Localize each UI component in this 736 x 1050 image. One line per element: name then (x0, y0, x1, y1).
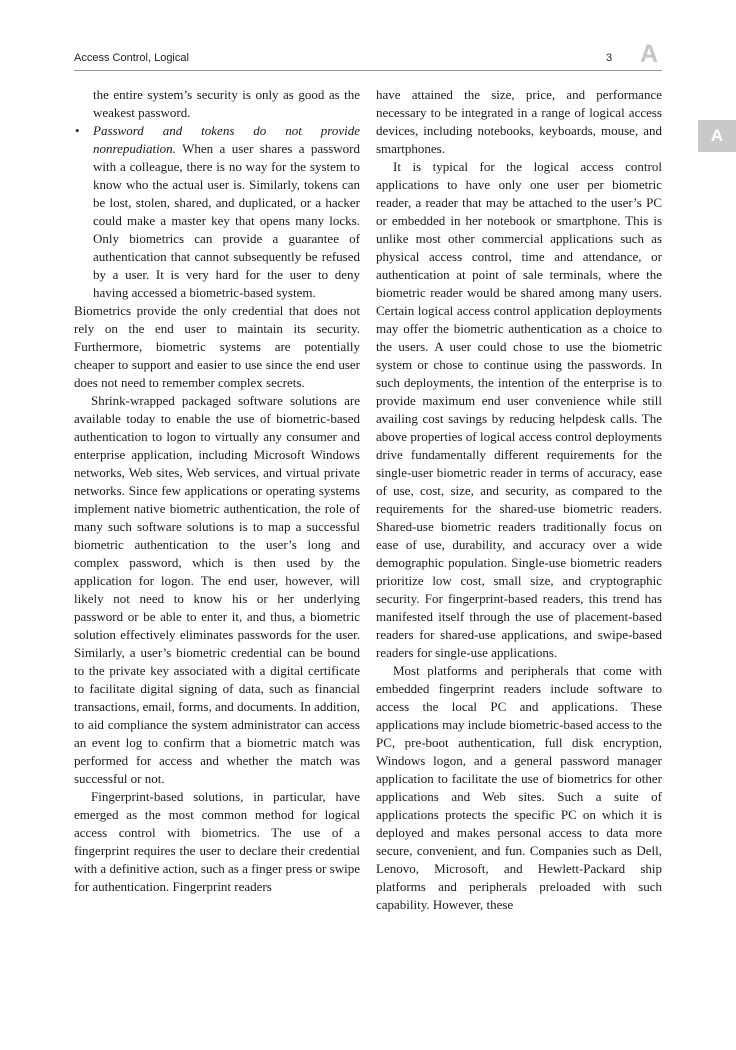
running-head (74, 40, 662, 71)
paragraph-shrink-wrapped: Shrink-wrapped packaged software solutions are available today to enable the use of biometric-based authentication to logon to virtually any consumer and enterprise application, including Microsoft Windows networks, Web sites, Web services, and virtual private networks. Since few applications or operating systems implement native biometric authentication, the role of many such software solutions is to map a successful biometric authentication to the user’s long and complex password, which is then used by the application for logon. The end user, however, will likely not need to know his or her underlying password or be able to enter it, and thus, a biometric solution effectively eliminates passwords for the user. Similarly, a user’s biometric credential can be bound to the private key associated with a digital certificate to facilitate digital signing of data, such as financial transactions, email, forms, and documents. In addition, to aid compliance the system administrator can access an event log to confirm that a biometric match was performed for access and whether the match was successful or not. (74, 393, 360, 786)
bullet-text: When a user shares a password with a colleague, there is no way for the system to know who the actual user is. Similarly, tokens can be lost, stolen, shared, and duplicated, or a hacker could make a master key that opens many locks. Only biometrics can provide a guarantee of authentication that cannot subsequently be refused by a user. It is very hard for the user to deny having accessed a biometric-based system. (93, 141, 360, 300)
paragraph-single-user: It is typical for the logical access control applications to have only one user per biometric reader, a reader that may be attached to the user’s PC or embedded in her notebook or smartphone. This is unlike most other commercial applications such as physical access control, time and attendance, or authentication at point of sale terminals, where the biometric reader would be shared among many users. Certain logical access control application deployments may offer the biometric authentication as a choice to the users. A user could chose to use the biometric system or chose to continue using the passwords. In such deployments, the intention of the enterprise is to provide maximum end user convenience while still availing cost savings by reducing helpdesk calls. The above properties of logical access control deployments drive fundamentally different requirements for the single-user biometric reader in terms of accuracy, ease of use, cost, size, and security, as compared to the requirements for the shared-use biometric readers. Shared-use biometric readers traditionally focus on ease of use, durability, and accuracy over a wide demographic population. Single-use biometric readers prioritize low cost, small size, and cryptographic security. For fingerprint-based readers, this trend has manifested itself through the use of placement-based readers for shared-use applications, and swipe-based readers for single-use applications. (376, 159, 662, 660)
bullet-marker: • (75, 123, 80, 138)
section-letter: A (640, 40, 659, 68)
paragraph-platforms: Most platforms and peripherals that come with embedded fingerprint readers include software to access the local PC and applications. These applications may include biometric-based access to the PC, pre-boot authentication, full disk encryption, Windows logon, and a general password manager application to facilitate the use of biometrics for other applications and Web sites. Such a suite of applications protects the specific PC on which it is deployed and makes personal access to data more secure, convenient, and fun. Companies such as Dell, Lenovo, Microsoft, and Hewlett-Packard ship platforms and peripherals preloaded with such capability. However, these (376, 663, 662, 912)
paragraph-continuation: have attained the size, price, and performance necessary to be integrated in a range of logical access devices, including notebooks, keyboards, mouse, and smartphones. (376, 87, 662, 156)
right-column (376, 86, 662, 914)
running-head-title: Access Control, Logical (74, 52, 189, 64)
section-thumb-tab: A (698, 120, 736, 152)
paragraph-biometrics-credential: Biometrics provide the only credential that does not rely on the end user to maintain its security. Furthermore, biometric systems are potentially cheaper to support and easier to use since the end user does not need to remember complex secrets. (74, 303, 360, 390)
bullet-item-nonrepudiation (74, 122, 360, 302)
bullet-lead-italic: Password and tokens do not provide nonrepudiation. (93, 123, 360, 156)
bullet-continuation: the entire system’s security is only as good as the weakest password. (93, 87, 360, 120)
page-number: 3 (606, 52, 613, 64)
left-column (74, 86, 360, 896)
paragraph-fingerprint-solutions: Fingerprint-based solutions, in particular, have emerged as the most common method for logical access control with biometrics. The use of a fingerprint requires the user to declare their credential with a definitive action, such as a finger press or swipe for authentication. Fingerprint readers (74, 789, 360, 894)
